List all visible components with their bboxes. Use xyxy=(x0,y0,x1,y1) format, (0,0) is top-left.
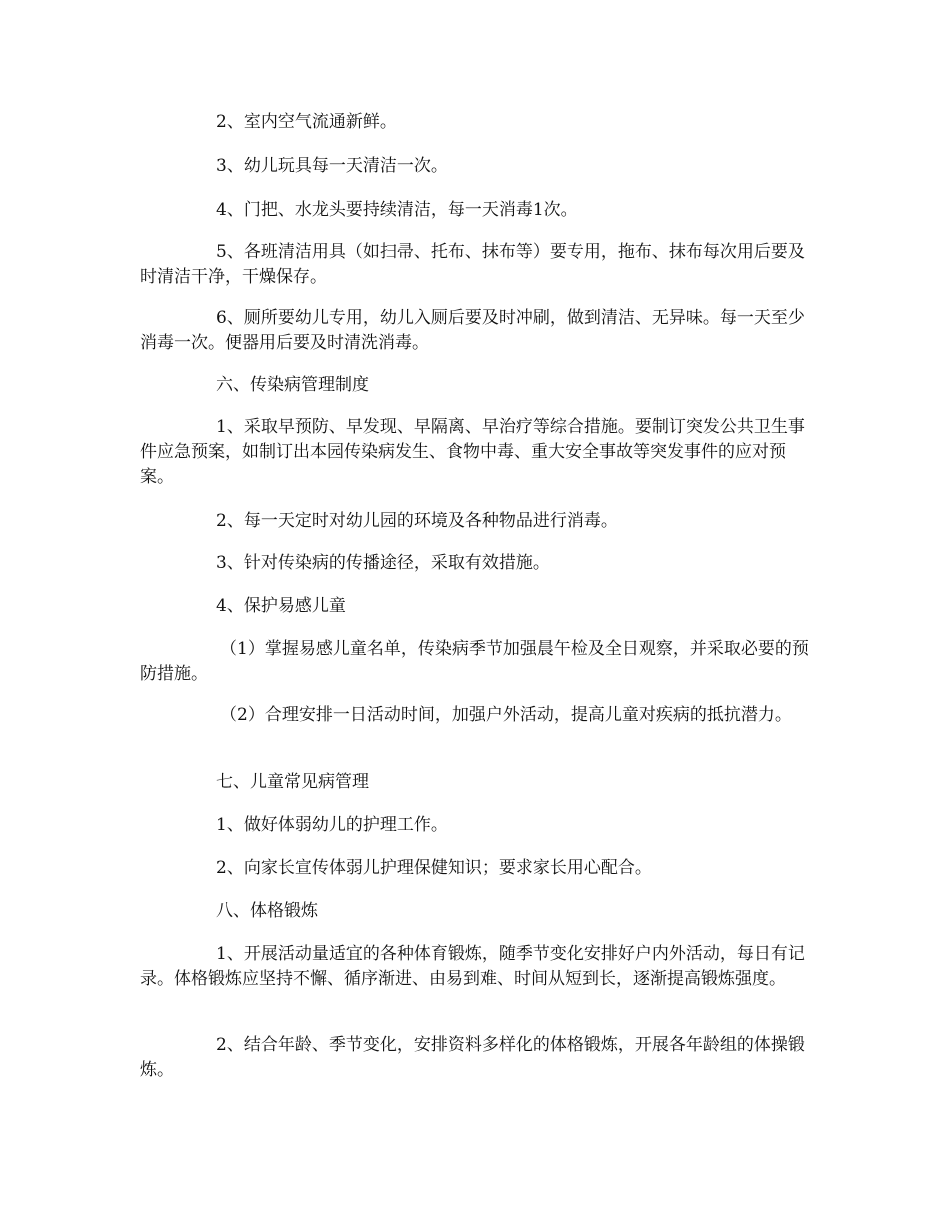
paragraph: （2）合理安排一日活动时间，加强户外活动，提高儿童对疾病的抵抗潜力。 xyxy=(220,705,792,725)
paragraph: 3、幼儿玩具每一天清洁一次。 xyxy=(216,156,448,176)
paragraph: 2、室内空气流通新鲜。 xyxy=(216,112,397,132)
paragraph: 4、保护易感儿童 xyxy=(216,596,346,616)
paragraph: （1）掌握易感儿童名单，传染病季节加强晨午检及全日观察，并采取必要的预防措施。 xyxy=(140,639,809,684)
paragraph: 1、采取早预防、早发现、早隔离、早治疗等综合措施。要制订突发公共卫生事件应急预案，如制订出本园传染病发生、食物中毒、重大安全事故等突发事件的应对预案。 xyxy=(140,417,805,487)
paragraph: 3、针对传染病的传播途径，采取有效措施。 xyxy=(216,553,550,573)
paragraph: 2、每一天定时对幼儿园的环境及各种物品进行消毒。 xyxy=(216,511,618,531)
paragraph: 2、向家长宣传体弱儿护理保健知识；要求家长用心配合。 xyxy=(216,858,652,878)
paragraph: 1、做好体弱幼儿的护理工作。 xyxy=(216,815,448,835)
paragraph: 5、各班清洁用具（如扫帚、托布、抹布等）要专用，拖布、抹布每次用后要及时清洁干净，干燥保存。 xyxy=(140,242,805,287)
paragraph: 2、结合年龄、季节变化，安排资料多样化的体格锻炼，开展各年龄组的体操锻炼。 xyxy=(140,1035,805,1080)
section-heading: 六、传染病管理制度 xyxy=(216,375,369,395)
section-heading: 七、儿童常见病管理 xyxy=(216,772,369,792)
paragraph: 6、厕所要幼儿专用，幼儿入厕后要及时冲刷，做到清洁、无异味。每一天至少消毒一次。便器用后要及时清洗消毒。 xyxy=(140,308,805,353)
section-heading: 八、体格锻炼 xyxy=(216,901,318,921)
paragraph: 1、开展活动量适宜的各种体育锻炼，随季节变化安排好户内外活动，每日有记录。体格锻炼应坚持不懈、循序渐进、由易到难、时间从短到长，逐渐提高锻炼强度。 xyxy=(140,944,805,989)
paragraph: 4、门把、水龙头要持续清洁，每一天消毒1次。 xyxy=(216,200,578,220)
